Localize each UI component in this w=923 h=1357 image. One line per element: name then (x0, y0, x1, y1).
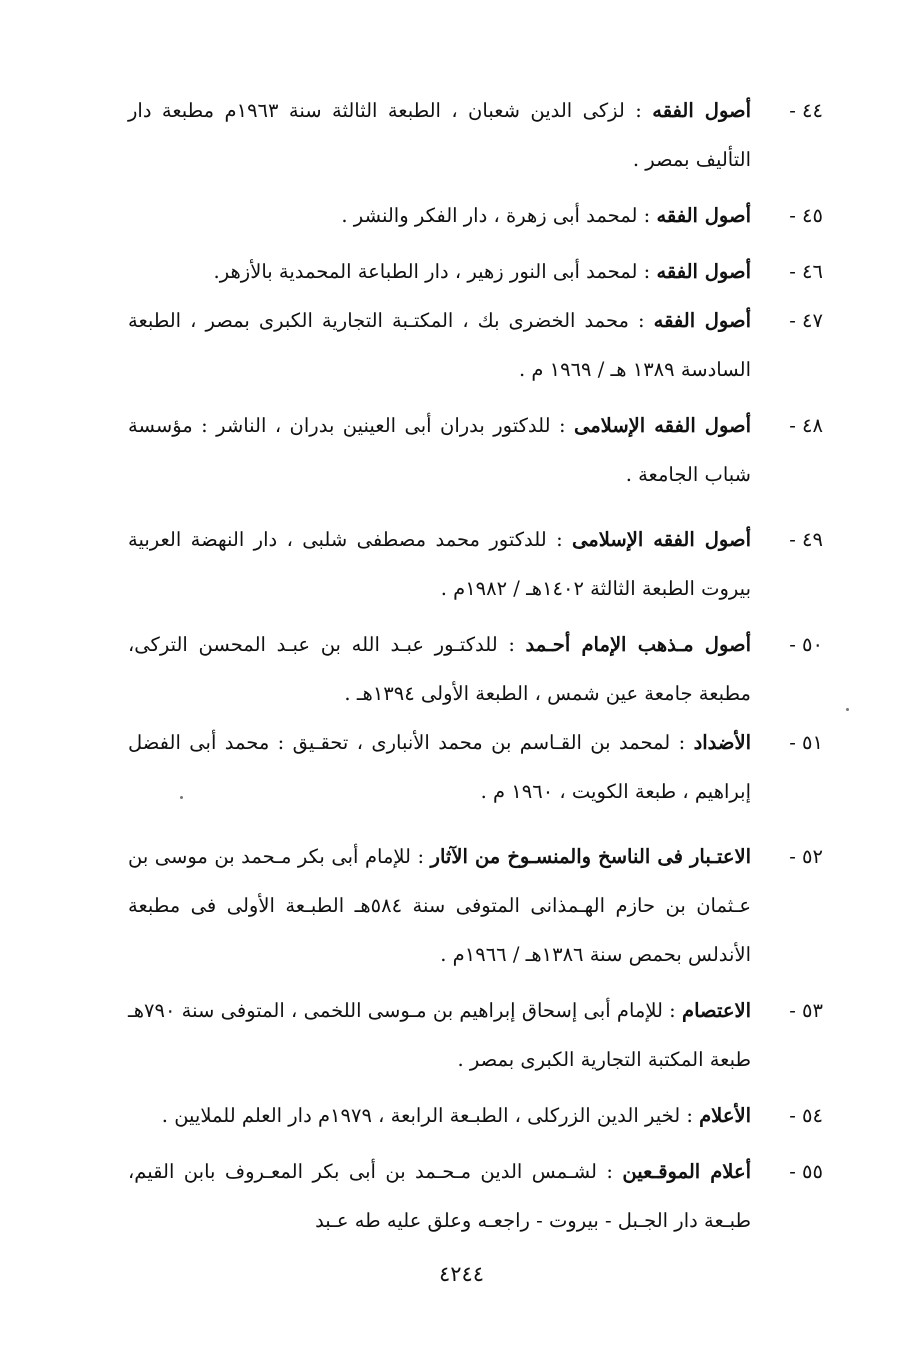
entry-text: : للدكتور محمد مصطفى شلبى ، دار النهضة العربية بيروت الطبعة الثالثة ١٤٠٢هـ / ١٩٨٢م . (128, 528, 751, 600)
entry-title: أصول مـذهب الإمام أحـمد (525, 633, 751, 656)
bibliography-entry-52 (128, 832, 823, 979)
entry-number: ٥٤ - (789, 1104, 823, 1127)
bibliography-entry-55 (128, 1147, 823, 1245)
scan-speck (180, 796, 183, 799)
entry-title: الاعتـبار فى الناسخ والمنسـوخ من الآثار (430, 845, 751, 868)
entry-number: ٤٤ - (789, 99, 823, 122)
entry-number: ٤٨ - (789, 414, 823, 437)
bibliography-entry-44 (128, 86, 823, 184)
entry-number: ٥٢ - (789, 845, 823, 868)
entry-text: : محمد الخضرى بك ، المكتـبة التجارية الكبرى بمصر ، الطبعة السادسة ١٣٨٩ هـ / ١٩٦٩ م . (128, 309, 751, 381)
entry-number: ٤٧ - (789, 309, 823, 332)
entry-text: : لخير الدين الزركلى ، الطبـعة الرابعة ، ١٩٧٩م دار العلم للملايين . (161, 1104, 700, 1127)
entry-title: أصول الفقه (656, 204, 751, 227)
entry-number: ٥٥ - (789, 1160, 823, 1183)
bibliography-entry-51 (128, 718, 823, 816)
entry-text: : لشـمس الدين مـحـمد بن أبى بكر المعـروف بابن القيم، طبـعة دار الجـبل - بيروت - راجعـه وعلق عليه طه عـبد (128, 1160, 751, 1232)
entry-title: أصول الفقه الإسلامى (572, 528, 751, 551)
bibliography-entry-48 (128, 401, 823, 499)
entry-number: ٥٣ - (789, 999, 823, 1022)
bibliography-entry-53 (128, 986, 823, 1084)
entry-text: : لمحمد بن القـاسم بن محمد الأنبارى ، تحقـيق : محمد أبى الفضل إبراهيم ، طبعة الكويت ، ١٩٦٠ م . (128, 731, 751, 803)
entry-text: : للإمام أبى إسحاق إبراهيم بن مـوسى اللخمى ، المتوفى سنة ٧٩٠هـ طبعة المكتبة التجارية الكبرى بمصر . (128, 999, 751, 1071)
entry-number: ٥٠ - (789, 633, 823, 656)
entry-title: أعلام الموقـعين (622, 1160, 751, 1183)
bibliography-entry-46 (128, 247, 823, 296)
bibliography-entry-50 (128, 620, 823, 718)
entry-title: أصول الفقه (656, 260, 751, 283)
entry-text: : للإمام أبى بكر مـحمد بن موسى بن عـثمان بن حازم الهـمذانى المتوفى سنة ٥٨٤هـ الطبـعة الأولى فى مطبعة الأندلس بحمص سنة ١٣٨٦هـ / ١٩٦٦م . (128, 845, 751, 966)
entry-title: الأعلام (699, 1104, 751, 1127)
entry-number: ٤٥ - (789, 204, 823, 227)
bibliography-list (128, 86, 823, 1252)
bibliography-entry-54 (128, 1091, 823, 1140)
entry-number: ٤٦ - (789, 260, 823, 283)
entry-text: : لزكى الدين شعبان ، الطبعة الثالثة سنة ١٩٦٣م مطبعة دار التأليف بمصر . (128, 99, 751, 171)
scan-speck (846, 708, 849, 711)
entry-title: أصول الفقه الإسلامى (573, 414, 751, 437)
entry-text: : للدكتور بدران أبى العينين بدران ، الناشر : مؤسسة شباب الجامعة . (128, 414, 751, 486)
entry-text: : لمحمد أبى زهرة ، دار الفكر والنشر . (341, 204, 657, 227)
entry-title: الأضداد (693, 731, 751, 754)
entry-text: : للدكتـور عبـد الله بن عبـد المحسن التركى، مطبعة جامعة عين شمس ، الطبعة الأولى ١٣٩٤هـ . (128, 633, 751, 705)
entry-title: الاعتصام (682, 999, 751, 1022)
entry-text: : لمحمد أبى النور زهير ، دار الطباعة المحمدية بالأزهر. (213, 260, 657, 283)
entry-title: أصول الفقه (653, 309, 751, 332)
bibliography-entry-45 (128, 191, 823, 240)
entry-number: ٤٩ - (789, 528, 823, 551)
bibliography-entry-49 (128, 515, 823, 613)
entry-title: أصول الفقه (652, 99, 751, 122)
entry-number: ٥١ - (789, 731, 823, 754)
bibliography-entry-47 (128, 296, 823, 394)
page-number: ٤٢٤٤ (438, 1262, 485, 1286)
